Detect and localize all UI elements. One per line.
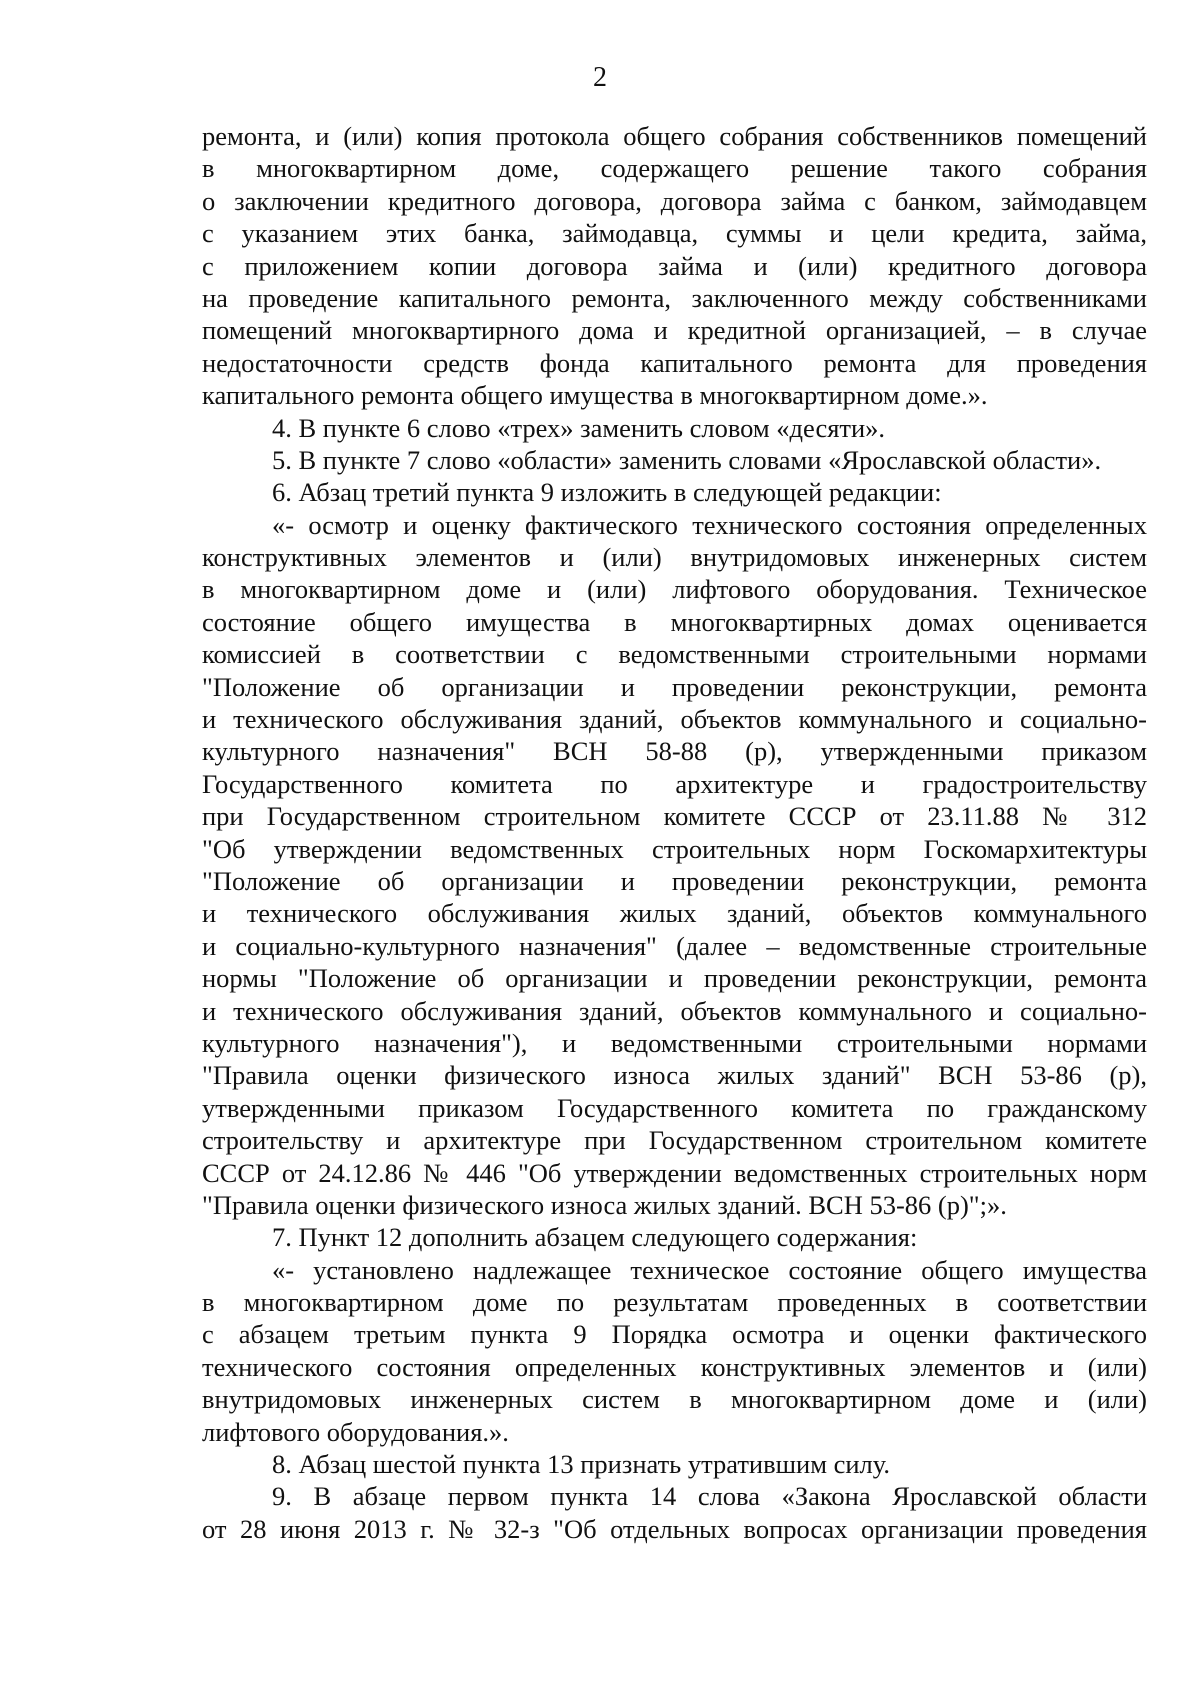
text-line: с указанием этих банка, займодавца, суммы и цели кредита, займа, — [202, 218, 1147, 249]
text-line: конструктивных элементов и (или) внутридомовых инженерных систем — [202, 542, 1147, 573]
text-line: в многоквартирном доме, содержащего решение такого собрания — [202, 153, 1147, 184]
text-line: технического состояния определенных конструктивных элементов и (или) — [202, 1351, 1147, 1382]
text-line: СССР от 24.12.86 № 446 "Об утверждении ведомственных строительных норм — [202, 1157, 1147, 1188]
text-line: 8. Абзац шестой пункта 13 признать утратившим силу. — [272, 1449, 891, 1480]
text-line: капитального ремонта общего имущества в многоквартирном доме.». — [202, 380, 988, 411]
page-number: 2 — [593, 62, 607, 93]
text-line: состояние общего имущества в многоквартирных домах оценивается — [202, 606, 1147, 637]
text-line: "Правила оценки физического износа жилых зданий. ВСН 53-86 (р)";». — [202, 1189, 1007, 1220]
text-line: 7. Пункт 12 дополнить абзацем следующего содержания: — [272, 1222, 918, 1253]
text-line: строительству и архитектуре при Государственном строительном комитете — [202, 1125, 1147, 1156]
text-line: комиссией в соответствии с ведомственными строительными нормами — [202, 639, 1147, 670]
text-line: от 28 июня 2013 г. № 32-з "Об отдельных вопросах организации проведения — [202, 1513, 1147, 1544]
text-line: 6. Абзац третий пункта 9 изложить в следующей редакции: — [272, 477, 942, 508]
text-line: "Правила оценки физического износа жилых зданий" ВСН 53-86 (р), — [202, 1060, 1147, 1091]
text-line: на проведение капитального ремонта, заключенного между собственниками — [202, 282, 1147, 313]
text-line: лифтового оборудования.». — [202, 1416, 509, 1447]
text-line: о заключении кредитного договора, договора займа с банком, займодавцем — [202, 185, 1147, 216]
text-line: "Положение об организации и проведении реконструкции, ремонта — [202, 865, 1147, 896]
text-line: 4. В пункте 6 слово «трех» заменить словом «десяти». — [272, 412, 886, 443]
text-line: с абзацем третьим пункта 9 Порядка осмотра и оценки фактического — [202, 1319, 1147, 1350]
text-line: и технического обслуживания зданий, объектов коммунального и социально- — [202, 995, 1147, 1026]
text-line: культурного назначения" ВСН 58-88 (р), утвержденными приказом — [202, 736, 1147, 767]
text-line: утвержденными приказом Государственного комитета по гражданскому — [202, 1092, 1147, 1123]
document-body — [202, 120, 1147, 1545]
text-line: "Положение об организации и проведении реконструкции, ремонта — [202, 671, 1147, 702]
text-line: в многоквартирном доме по результатам проведенных в соответствии — [202, 1287, 1147, 1318]
text-line: в многоквартирном доме и (или) лифтового оборудования. Техническое — [202, 574, 1147, 605]
text-line: культурного назначения"), и ведомственными строительными нормами — [202, 1027, 1147, 1058]
text-line: «- осмотр и оценку фактического технического состояния определенных — [272, 509, 1147, 540]
text-line: "Об утверждении ведомственных строительных норм Госкомархитектуры — [202, 833, 1147, 864]
text-line: Государственного комитета по архитектуре и градостроительству — [202, 768, 1147, 799]
text-line: с приложением копии договора займа и (или) кредитного договора — [202, 250, 1147, 281]
text-line: помещений многоквартирного дома и кредитной организацией, – в случае — [202, 315, 1147, 346]
text-line: и социально-культурного назначения" (далее – ведомственные строительные — [202, 930, 1147, 961]
text-line: ремонта, и (или) копия протокола общего собрания собственников помещений — [202, 121, 1147, 151]
text-line: недостаточности средств фонда капитального ремонта для проведения — [202, 347, 1147, 378]
text-line: и технического обслуживания жилых зданий, объектов коммунального — [202, 898, 1147, 929]
text-line: при Государственном строительном комитете СССР от 23.11.88 № 312 — [202, 801, 1147, 832]
text-line: и технического обслуживания зданий, объектов коммунального и социально- — [202, 704, 1147, 735]
text-line: нормы "Положение об организации и проведении реконструкции, ремонта — [202, 963, 1147, 994]
text-line: 9. В абзаце первом пункта 14 слова «Закона Ярославской области — [272, 1481, 1147, 1512]
text-line: «- установлено надлежащее техническое состояние общего имущества — [272, 1254, 1147, 1285]
text-line: 5. В пункте 7 слово «области» заменить словами «Ярославской области». — [272, 444, 1102, 475]
text-line: внутридомовых инженерных систем в многоквартирном доме и (или) — [202, 1384, 1147, 1415]
